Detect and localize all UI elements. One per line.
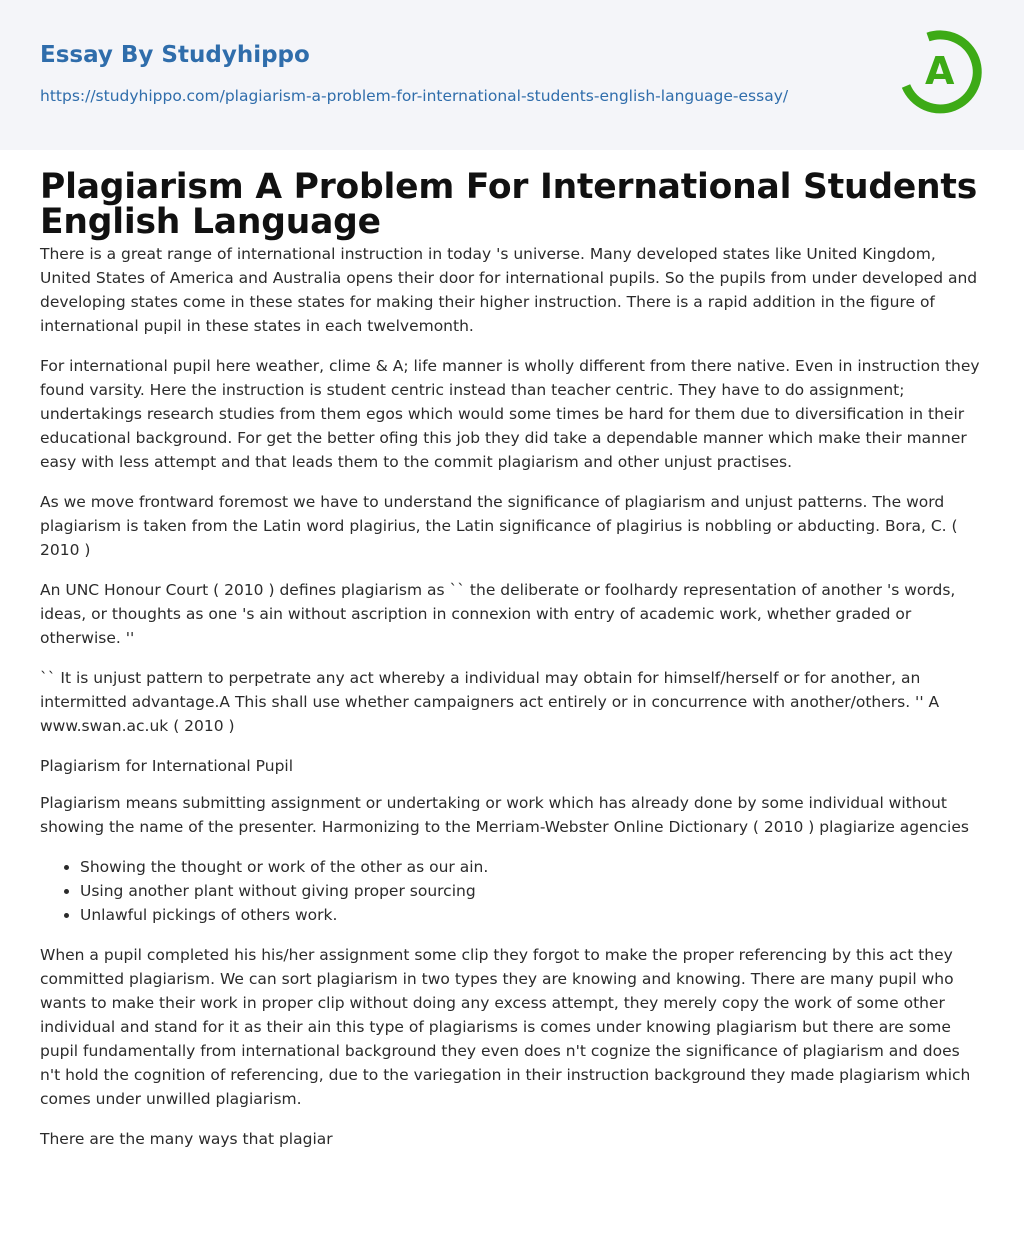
- paragraph: An UNC Honour Court ( 2010 ) defines plagiarism as `` the deliberate or foolhardy representation of another 's words, ideas, or thoughts as one 's ain without ascription in connexion with entry of academic work, whether graded or otherwise. '': [40, 581, 956, 647]
- list-item: • Unlawful pickings of others work.: [80, 903, 984, 927]
- section-subheading: Plagiarism for International Pupil: [40, 757, 294, 775]
- list-item: • Showing the thought or work of the other as our ain.: [80, 855, 984, 879]
- site-header: [0, 0, 1024, 150]
- paragraph: There is a great range of international instruction in today 's universe. Many developed states like United Kingdom, United States of America and Australia opens their door for international pupils. So the pupils from under developed and developing states come in these states for making their higher instruction. There is a rapid addition in the figure of international pupil in these states in each twelvemonth.: [40, 245, 978, 335]
- list-item: • Using another plant without giving proper sourcing: [80, 879, 984, 903]
- brand-title[interactable]: Essay By Studyhippo: [40, 42, 310, 68]
- page-title: Plagiarism A Problem For International Students English Language: [40, 167, 978, 242]
- paragraph: `` It is unjust pattern to perpetrate any act whereby a individual may obtain for himself/herself or for another, an intermitted advantage.A This shall use whether campaigners act entirely or in concurrence with another/others. '' A www.swan.ac.uk ( 2010 ): [40, 669, 940, 735]
- source-url-link[interactable]: https://studyhippo.com/plagiarism-a-problem-for-international-students-english-language-essay/: [40, 87, 789, 105]
- article: [0, 167, 1024, 1151]
- truncated-paragraph: There are the many ways that plagiar: [40, 1130, 333, 1148]
- paragraph: For international pupil here weather, clime & A; life manner is wholly different from there native. Even in instruction they found varsity. Here the instruction is student centric instead than teacher centric. They have to do assignment; undertakings research studies from them egos which would some times be hard for them due to diversification in their educational background. For get the better ofing this job they did take a dependable manner which make their manner easy with less attempt and that leads them to the commit plagiarism and other unjust practises.: [40, 357, 980, 471]
- circle-a-logo-icon[interactable]: [898, 28, 986, 116]
- paragraph: Plagiarism means submitting assignment or undertaking or work which has already done by some individual without showing the name of the presenter. Harmonizing to the Merriam-Webster Online Dictionary ( 2010 ) plagiarize agencies: [40, 794, 969, 836]
- logo-letter: A: [925, 49, 955, 93]
- paragraph: As we move frontward foremost we have to understand the significance of plagiarism and unjust patterns. The word plagiarism is taken from the Latin word plagirius, the Latin significance of plagirius is nobbling or abducting. Bora, C. ( 2010 ): [40, 493, 958, 559]
- paragraph: When a pupil completed his his/her assignment some clip they forgot to make the proper referencing by this act they committed plagiarism. We can sort plagiarism in two types they are knowing and knowing. There are many pupil who wants to make their work in proper clip without doing any excess attempt, they merely copy the work of some other individual and stand for it as their ain this type of plagiarisms is comes under knowing plagiarism but there are some pupil fundamentally from international background they even does n't cognize the significance of plagiarism and does n't hold the cognition of referencing, due to the variegation in their instruction background they made plagiarism which comes under unwilled plagiarism.: [40, 946, 971, 1108]
- definition-list: [40, 855, 984, 927]
